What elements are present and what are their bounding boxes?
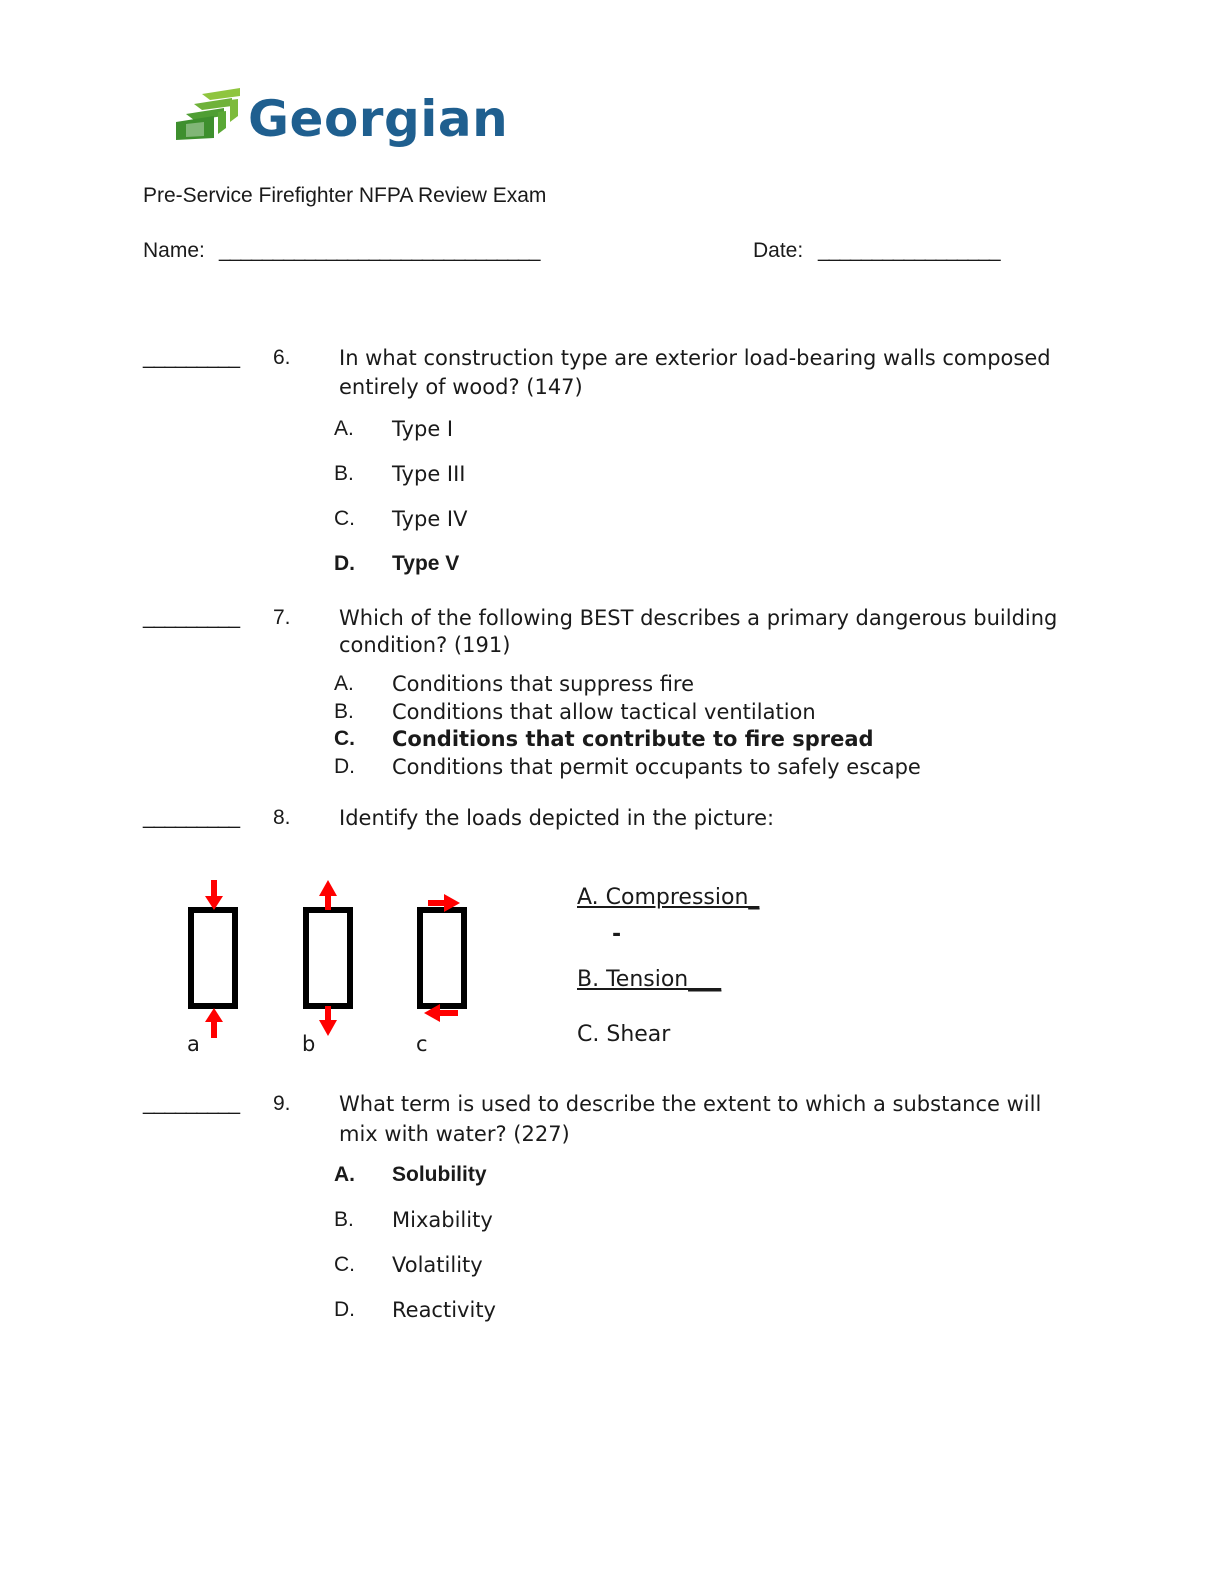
option-letter: D. — [334, 755, 355, 778]
loads-diagram — [170, 870, 490, 1070]
option-letter: A. — [334, 672, 354, 695]
question-number: 6. — [273, 346, 291, 369]
question-text: condition? (191) — [339, 633, 511, 657]
option-text[interactable]: Conditions that allow tactical ventilation — [392, 700, 816, 724]
option-text-correct[interactable]: Solubility — [392, 1163, 487, 1186]
option-letter: D. — [334, 552, 355, 575]
option-letter: A. — [334, 1163, 355, 1186]
option-letter: A. — [334, 417, 354, 440]
option-letter: B. — [334, 1208, 354, 1231]
question-text: Which of the following BEST describes a primary dangerous building — [339, 606, 1058, 630]
option-letter: B. — [334, 462, 354, 485]
question-text: In what construction type are exterior load-bearing walls composed — [339, 346, 1051, 370]
option-text[interactable]: Conditions that suppress fire — [392, 672, 695, 696]
question-text: entirely of wood? (147) — [339, 375, 583, 399]
question-number: 7. — [273, 606, 291, 629]
load-answer-dash: - — [612, 922, 622, 947]
answer-blank-q7[interactable]: _________ — [143, 606, 240, 629]
arrow-down-icon — [205, 880, 223, 910]
exam-title: Pre-Service Firefighter NFPA Review Exam — [143, 184, 547, 207]
option-text[interactable]: Type III — [392, 462, 466, 486]
arrow-up-icon — [205, 1008, 223, 1038]
figure-label-a: a — [187, 1032, 200, 1056]
option-letter: C. — [334, 1253, 355, 1276]
load-answer-compression[interactable]: A. Compression_ — [577, 885, 760, 910]
question-text: Identify the loads depicted in the picture: — [339, 806, 775, 830]
figure-label-b: b — [302, 1032, 316, 1056]
arrow-down-icon — [319, 1006, 337, 1036]
date-label: Date: — [753, 239, 804, 262]
load-answer-shear[interactable]: C. Shear — [577, 1022, 671, 1047]
question-text: What term is used to describe the extent to which a substance will — [339, 1092, 1042, 1116]
answer-blank-q8[interactable]: _________ — [143, 806, 240, 829]
date-field[interactable]: _________________ — [818, 239, 1000, 262]
option-text[interactable]: Volatility — [392, 1253, 483, 1277]
option-text[interactable]: Mixability — [392, 1208, 493, 1232]
answer-blank-q9[interactable]: _________ — [143, 1092, 240, 1115]
option-text-correct[interactable]: Conditions that contribute to fire spread — [392, 727, 874, 751]
question-number: 8. — [273, 806, 291, 829]
load-answer-tension[interactable]: B. Tension___ — [577, 967, 722, 992]
georgian-logo — [174, 86, 524, 158]
compression-member-a — [191, 880, 235, 1038]
option-text[interactable]: Type I — [392, 417, 454, 441]
option-letter: D. — [334, 1298, 355, 1321]
shear-member-c — [420, 894, 464, 1022]
logo-wordmark: Georgian — [248, 90, 509, 148]
question-number: 9. — [273, 1092, 291, 1115]
name-field[interactable]: ______________________________ — [219, 239, 540, 262]
tension-member-b — [306, 880, 350, 1036]
option-text[interactable]: Reactivity — [392, 1298, 496, 1322]
arrow-up-icon — [319, 880, 337, 910]
question-text: mix with water? (227) — [339, 1122, 570, 1146]
name-label: Name: — [143, 239, 205, 262]
option-letter: C. — [334, 727, 355, 750]
figure-label-c: c — [416, 1032, 428, 1056]
option-text-correct[interactable]: Type V — [392, 552, 460, 575]
option-text[interactable]: Type IV — [392, 507, 468, 531]
logo-mark-icon — [174, 86, 246, 146]
option-letter: C. — [334, 507, 355, 530]
option-text[interactable]: Conditions that permit occupants to safely escape — [392, 755, 921, 779]
option-letter: B. — [334, 700, 354, 723]
answer-blank-q6[interactable]: _________ — [143, 346, 240, 369]
